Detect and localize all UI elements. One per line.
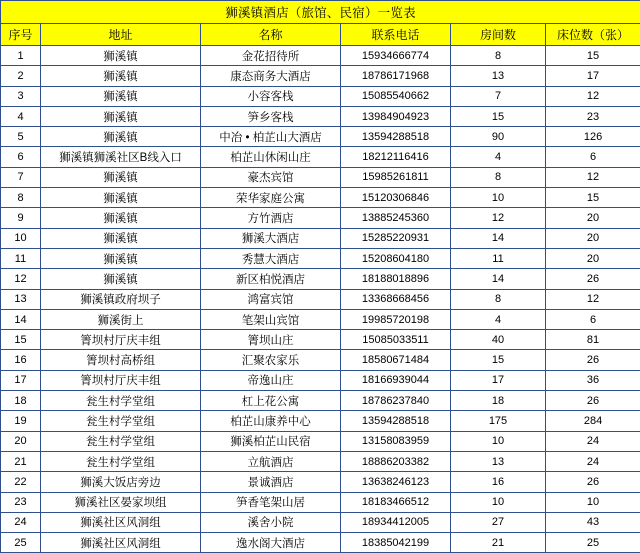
cell-beds[interactable]: 6 [546, 309, 640, 329]
table-row[interactable] [1, 472, 640, 492]
cell-phone[interactable]: 19985720198 [341, 309, 451, 329]
cell-phone[interactable]: 15985261811 [341, 167, 451, 187]
column-header-index: 序号 [1, 24, 41, 46]
cell-rooms[interactable]: 14 [451, 228, 546, 248]
cell-phone[interactable]: 13158083959 [341, 431, 451, 451]
cell-beds[interactable]: 12 [546, 289, 640, 309]
cell-index[interactable]: 18 [1, 391, 41, 411]
cell-phone[interactable]: 18886203382 [341, 451, 451, 471]
cell-phone[interactable]: 13594288518 [341, 411, 451, 431]
cell-phone[interactable]: 15285220931 [341, 228, 451, 248]
cell-phone[interactable]: 13885245360 [341, 208, 451, 228]
cell-rooms[interactable]: 90 [451, 127, 546, 147]
cell-rooms[interactable]: 175 [451, 411, 546, 431]
cell-phone[interactable]: 13638246123 [341, 472, 451, 492]
cell-address[interactable]: 狮溪镇政府坝子 [41, 289, 201, 309]
cell-beds[interactable]: 17 [546, 66, 640, 86]
cell-rooms[interactable]: 8 [451, 46, 546, 66]
column-header-address: 地址 [41, 24, 201, 46]
table-row[interactable] [1, 269, 640, 289]
cell-name[interactable]: 鸿富宾馆 [201, 289, 341, 309]
cell-index[interactable]: 14 [1, 309, 41, 329]
table-row[interactable] [1, 167, 640, 187]
cell-name[interactable]: 中冶 • 柏芷山大酒店 [201, 127, 341, 147]
cell-index[interactable]: 1 [1, 46, 41, 66]
cell-address[interactable]: 瓮生村学堂组 [41, 411, 201, 431]
cell-rooms[interactable]: 4 [451, 147, 546, 167]
cell-beds[interactable]: 10 [546, 492, 640, 512]
cell-rooms[interactable]: 13 [451, 451, 546, 471]
cell-beds[interactable]: 81 [546, 330, 640, 350]
cell-beds[interactable]: 26 [546, 391, 640, 411]
cell-index[interactable]: 8 [1, 188, 41, 208]
cell-address[interactable]: 狮溪镇 [41, 248, 201, 268]
cell-address[interactable]: 狮溪镇 [41, 127, 201, 147]
cell-rooms[interactable]: 13 [451, 66, 546, 86]
cell-address[interactable]: 狮溪镇 [41, 208, 201, 228]
cell-phone[interactable]: 15934666774 [341, 46, 451, 66]
cell-rooms[interactable]: 8 [451, 167, 546, 187]
cell-beds[interactable]: 12 [546, 167, 640, 187]
cell-name[interactable]: 豪杰宾馆 [201, 167, 341, 187]
cell-address[interactable]: 瓮生村学堂组 [41, 451, 201, 471]
cell-beds[interactable]: 36 [546, 370, 640, 390]
cell-phone[interactable]: 18580671484 [341, 350, 451, 370]
cell-rooms[interactable]: 15 [451, 350, 546, 370]
cell-rooms[interactable]: 8 [451, 289, 546, 309]
cell-rooms[interactable]: 21 [451, 533, 546, 553]
cell-name[interactable]: 笋香笔架山居 [201, 492, 341, 512]
cell-rooms[interactable]: 10 [451, 431, 546, 451]
cell-address[interactable]: 箐坝村厅庆丰组 [41, 370, 201, 390]
cell-beds[interactable]: 25 [546, 533, 640, 553]
cell-index[interactable]: 25 [1, 533, 41, 553]
cell-phone[interactable]: 15208604180 [341, 248, 451, 268]
cell-phone[interactable]: 18212116416 [341, 147, 451, 167]
cell-address[interactable]: 狮溪镇 [41, 228, 201, 248]
table-row[interactable] [1, 248, 640, 268]
cell-index[interactable]: 4 [1, 106, 41, 126]
table-row[interactable] [1, 309, 640, 329]
cell-index[interactable]: 24 [1, 512, 41, 532]
cell-name[interactable]: 金花招待所 [201, 46, 341, 66]
table-row[interactable] [1, 431, 640, 451]
cell-address[interactable]: 狮溪社区晏家坝组 [41, 492, 201, 512]
cell-index[interactable]: 5 [1, 127, 41, 147]
cell-beds[interactable]: 26 [546, 472, 640, 492]
cell-phone[interactable]: 15085033511 [341, 330, 451, 350]
cell-phone[interactable]: 15085540662 [341, 86, 451, 106]
cell-beds[interactable]: 24 [546, 431, 640, 451]
cell-name[interactable]: 秀慧大酒店 [201, 248, 341, 268]
cell-index[interactable]: 11 [1, 248, 41, 268]
cell-name[interactable]: 笔架山宾馆 [201, 309, 341, 329]
cell-address[interactable]: 狮溪大饭店旁边 [41, 472, 201, 492]
table-row[interactable] [1, 330, 640, 350]
cell-index[interactable]: 15 [1, 330, 41, 350]
table-row[interactable] [1, 350, 640, 370]
cell-address[interactable]: 狮溪镇狮溪社区B线入口 [41, 147, 201, 167]
table-row[interactable] [1, 188, 640, 208]
table-row[interactable] [1, 451, 640, 471]
cell-name[interactable]: 溪舍小院 [201, 512, 341, 532]
cell-address[interactable]: 瓮生村学堂组 [41, 391, 201, 411]
cell-address[interactable]: 狮溪镇 [41, 106, 201, 126]
table-row[interactable] [1, 127, 640, 147]
cell-address[interactable]: 狮溪镇 [41, 188, 201, 208]
cell-beds[interactable]: 26 [546, 350, 640, 370]
cell-phone[interactable]: 15120306846 [341, 188, 451, 208]
cell-beds[interactable]: 6 [546, 147, 640, 167]
cell-index[interactable]: 23 [1, 492, 41, 512]
cell-phone[interactable]: 18166939044 [341, 370, 451, 390]
cell-name[interactable]: 立航酒店 [201, 451, 341, 471]
cell-phone[interactable]: 13594288518 [341, 127, 451, 147]
cell-name[interactable]: 箐坝山庄 [201, 330, 341, 350]
cell-phone[interactable]: 18786237840 [341, 391, 451, 411]
cell-name[interactable]: 荣华家庭公寓 [201, 188, 341, 208]
cell-rooms[interactable]: 40 [451, 330, 546, 350]
cell-name[interactable]: 狮溪大酒店 [201, 228, 341, 248]
cell-name[interactable]: 康态商务大酒店 [201, 66, 341, 86]
cell-rooms[interactable]: 4 [451, 309, 546, 329]
cell-index[interactable]: 12 [1, 269, 41, 289]
table-row[interactable] [1, 370, 640, 390]
cell-name[interactable]: 柏芷山康养中心 [201, 411, 341, 431]
table-row[interactable] [1, 512, 640, 532]
cell-name[interactable]: 小容客栈 [201, 86, 341, 106]
table-row[interactable] [1, 66, 640, 86]
cell-beds[interactable]: 284 [546, 411, 640, 431]
cell-index[interactable]: 3 [1, 86, 41, 106]
cell-address[interactable]: 狮溪社区风洞组 [41, 512, 201, 532]
cell-rooms[interactable]: 7 [451, 86, 546, 106]
cell-rooms[interactable]: 10 [451, 188, 546, 208]
cell-beds[interactable]: 20 [546, 208, 640, 228]
cell-beds[interactable]: 15 [546, 46, 640, 66]
cell-rooms[interactable]: 11 [451, 248, 546, 268]
cell-rooms[interactable]: 15 [451, 106, 546, 126]
cell-index[interactable]: 22 [1, 472, 41, 492]
cell-beds[interactable]: 12 [546, 86, 640, 106]
cell-address[interactable]: 狮溪镇 [41, 66, 201, 86]
table-row[interactable] [1, 86, 640, 106]
cell-name[interactable]: 新区柏悦酒店 [201, 269, 341, 289]
cell-phone[interactable]: 13368668456 [341, 289, 451, 309]
cell-phone[interactable]: 18385042199 [341, 533, 451, 553]
cell-name[interactable]: 逸水阁大酒店 [201, 533, 341, 553]
cell-phone[interactable]: 13984904923 [341, 106, 451, 126]
table-row[interactable] [1, 147, 640, 167]
cell-address[interactable]: 狮溪镇 [41, 269, 201, 289]
cell-rooms[interactable]: 17 [451, 370, 546, 390]
cell-index[interactable]: 19 [1, 411, 41, 431]
cell-name[interactable]: 柏芷山休闲山庄 [201, 147, 341, 167]
cell-index[interactable]: 7 [1, 167, 41, 187]
table-row[interactable] [1, 289, 640, 309]
cell-beds[interactable]: 26 [546, 269, 640, 289]
cell-rooms[interactable]: 12 [451, 208, 546, 228]
cell-address[interactable]: 箐坝村厅庆丰组 [41, 330, 201, 350]
cell-beds[interactable]: 20 [546, 228, 640, 248]
cell-phone[interactable]: 18188018896 [341, 269, 451, 289]
cell-name[interactable]: 狮溪柏芷山民宿 [201, 431, 341, 451]
cell-beds[interactable]: 15 [546, 188, 640, 208]
table-row[interactable] [1, 46, 640, 66]
cell-phone[interactable]: 18183466512 [341, 492, 451, 512]
cell-address[interactable]: 狮溪镇 [41, 46, 201, 66]
table-title-row [1, 1, 640, 24]
cell-index[interactable]: 20 [1, 431, 41, 451]
table-row[interactable] [1, 106, 640, 126]
cell-index[interactable]: 21 [1, 451, 41, 471]
column-header-phone: 联系电话 [341, 24, 451, 46]
cell-rooms[interactable]: 16 [451, 472, 546, 492]
column-header-rooms: 房间数 [451, 24, 546, 46]
cell-beds[interactable]: 23 [546, 106, 640, 126]
cell-rooms[interactable]: 27 [451, 512, 546, 532]
cell-name[interactable]: 景诚酒店 [201, 472, 341, 492]
cell-address[interactable]: 狮溪镇 [41, 86, 201, 106]
column-header-name: 名称 [201, 24, 341, 46]
cell-rooms[interactable]: 10 [451, 492, 546, 512]
cell-address[interactable]: 狮溪街上 [41, 309, 201, 329]
page-title: 狮溪镇酒店（旅馆、民宿）一览表 [1, 1, 640, 24]
cell-rooms[interactable]: 14 [451, 269, 546, 289]
cell-address[interactable]: 瓮生村学堂组 [41, 431, 201, 451]
cell-beds[interactable]: 24 [546, 451, 640, 471]
cell-index[interactable]: 10 [1, 228, 41, 248]
cell-address[interactable]: 狮溪社区风洞组 [41, 533, 201, 553]
cell-index[interactable]: 16 [1, 350, 41, 370]
cell-phone[interactable]: 18786171968 [341, 66, 451, 86]
cell-beds[interactable]: 20 [546, 248, 640, 268]
cell-index[interactable]: 13 [1, 289, 41, 309]
table-row[interactable] [1, 411, 640, 431]
cell-beds[interactable]: 126 [546, 127, 640, 147]
cell-rooms[interactable]: 18 [451, 391, 546, 411]
table-row[interactable] [1, 492, 640, 512]
cell-name[interactable]: 笋乡客栈 [201, 106, 341, 126]
table-row[interactable] [1, 391, 640, 411]
cell-name[interactable]: 方竹酒店 [201, 208, 341, 228]
cell-index[interactable]: 9 [1, 208, 41, 228]
cell-beds[interactable]: 43 [546, 512, 640, 532]
cell-index[interactable]: 6 [1, 147, 41, 167]
cell-index[interactable]: 2 [1, 66, 41, 86]
cell-name[interactable]: 帝逸山庄 [201, 370, 341, 390]
cell-address[interactable]: 狮溪镇 [41, 167, 201, 187]
cell-address[interactable]: 箐坝村高桥组 [41, 350, 201, 370]
table-header-row [1, 24, 640, 46]
table-row[interactable] [1, 228, 640, 248]
cell-name[interactable]: 汇聚农家乐 [201, 350, 341, 370]
cell-phone[interactable]: 18934412005 [341, 512, 451, 532]
table-row[interactable] [1, 208, 640, 228]
table-row[interactable] [1, 533, 640, 553]
column-header-beds: 床位数（张） [546, 24, 640, 46]
cell-index[interactable]: 17 [1, 370, 41, 390]
cell-name[interactable]: 杠上花公寓 [201, 391, 341, 411]
